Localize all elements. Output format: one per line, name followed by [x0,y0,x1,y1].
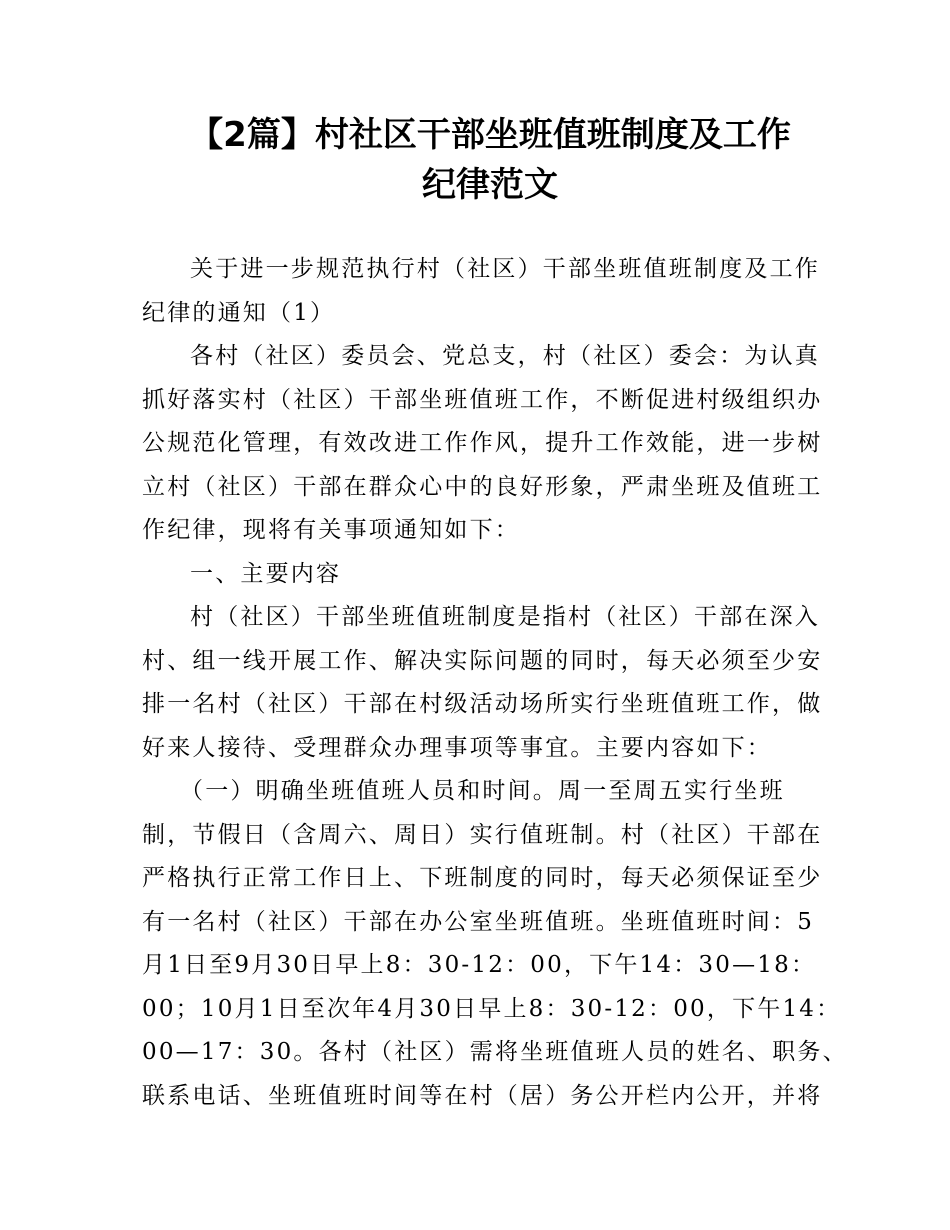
body-line: 有一名村（社区）干部在办公室坐班值班。坐班值班时间：5 [142,908,815,935]
body-line: 立村（社区）干部在群众心中的良好形象，严肃坐班及值班工 [142,473,823,500]
section-heading: 一、主要内容 [190,560,342,587]
body-line: 村（社区）干部坐班值班制度是指村（社区）干部在深入 [190,604,820,630]
body-line: 纪律的通知（1） [142,299,336,326]
body-line: 00；10月1日至次年4月30日早上8：30-12：00，下午14： [142,995,842,1022]
body-line: 作纪律，现将有关事项通知如下： [142,517,520,543]
subsection-heading: （一）明确坐班值班人员和时间。周一至周五实行坐班 [180,778,785,804]
body-line: 公规范化管理，有效改进工作作风，提升工作效能，进一步树 [142,430,823,456]
title-line-1: 【2篇】村社区干部坐班值班制度及工作 [189,115,791,155]
body-line: 抓好落实村（社区）干部坐班值班工作，不断促进村级组织办 [142,386,823,413]
body-line: 排一名村（社区）干部在村级活动场所实行坐班值班工作，做 [142,691,823,717]
document-body [142,248,848,1118]
document-title [140,110,840,210]
body-line: 联系电话、坐班值班时间等在村（居）务公开栏内公开，并将 [142,1082,823,1109]
body-line: 制，节假日（含周六、周日）实行值班制。村（社区）干部在 [142,821,823,848]
body-line: 月1日至9月30日早上8：30-12：00，下午14：30—18： [142,952,817,978]
body-line: 00—17：30。各村（社区）需将坐班值班人员的姓名、职务、 [142,1039,848,1065]
body-line: 严格执行正常工作日上、下班制度的同时，每天必须保证至少 [142,865,823,891]
title-line-2: 纪律范文 [422,165,558,205]
body-line: 各村（社区）委员会、党总支，村（社区）委会：为认真 [190,343,820,369]
body-line: 村、组一线开展工作、解决实际问题的同时，每天必须至少安 [142,647,823,674]
body-line: 关于进一步规范执行村（社区）干部坐班值班制度及工作 [190,256,820,282]
body-line: 好来人接待、受理群众办理事项等事宜。主要内容如下： [142,734,772,761]
